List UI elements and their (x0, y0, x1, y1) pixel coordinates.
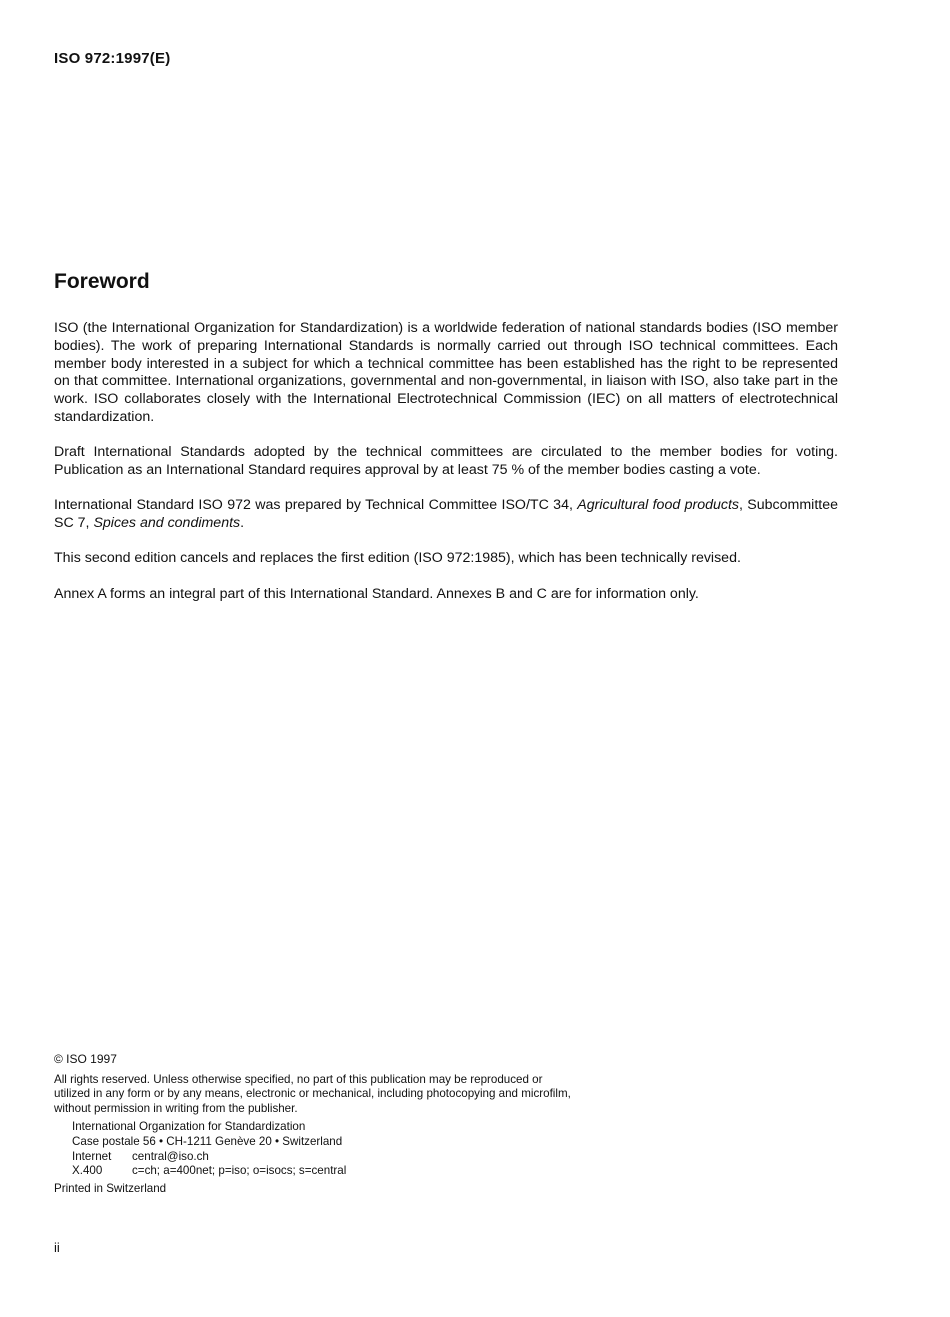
foreword-body (54, 320, 838, 621)
page-number: ii (54, 1240, 60, 1255)
internet-label: Internet (72, 1149, 112, 1163)
x400-value: c=ch; a=400net; p=iso; o=isocs; s=central (132, 1164, 347, 1178)
foreword-paragraph-4: This second edition cancels and replaces the first edition (ISO 972:1985), which has been technically revised. (54, 550, 741, 567)
internet-value: central@iso.ch (132, 1149, 209, 1163)
rights-statement: All rights reserved. Unless otherwise specified, no part of this publication may be reproduced or utilized in any form or by any means, electronic or mechanical, including photocopying and microfilm, without permission in writing from the publisher. (54, 1072, 571, 1115)
committee-title: Agricultural food products (577, 497, 739, 514)
internet-row (72, 1150, 574, 1165)
subcommittee-title: Spices and condiments (93, 515, 241, 532)
foreword-paragraph-2: Draft International Standards adopted by the technical committees are circulated to the member bodies for voting. Publication as an International Standard requires approval by at least 75 % of the member bodies casting a vote. (54, 444, 838, 479)
p3-text-e: . (240, 515, 245, 532)
copyright-notice (54, 1052, 574, 1196)
foreword-paragraph-5: Annex A forms an integral part of this International Standard. Annexes B and C are for information only. (54, 585, 699, 602)
printed-location: Printed in Switzerland (54, 1181, 167, 1195)
publisher-address (54, 1120, 574, 1178)
p3-text-a: International Standard ISO 972 was prepared by Technical Committee ISO/TC 34, (54, 497, 578, 514)
p3-text-c: , Subcommittee SC 7, (54, 497, 838, 532)
copyright-line: © ISO 1997 (54, 1052, 117, 1066)
foreword-paragraph-3 (54, 497, 838, 533)
org-postal-address: Case postale 56 • CH-1211 Genève 20 • Switzerland (72, 1134, 343, 1148)
standard-code: ISO 972:1997(E) (54, 50, 171, 67)
x400-row (72, 1164, 574, 1179)
foreword-paragraph-1: ISO (the International Organization for Standardization) is a worldwide federation of national standards bodies (ISO member bodies). The work of preparing International Standards is normally carried out through ISO technical committees. Each member body interested in a subject for which a technical committee has been established has the right to be represented on that committee. International organizations, governmental and non-governmental, in liaison with ISO, also take part in the work. ISO collaborates closely with the International Electrotechnical Commission (IEC) on all matters of electrotechnical standardization. (54, 320, 838, 425)
org-name: International Organization for Standardization (72, 1120, 306, 1134)
x400-label: X.400 (72, 1164, 103, 1178)
foreword-title: Foreword (54, 270, 150, 293)
